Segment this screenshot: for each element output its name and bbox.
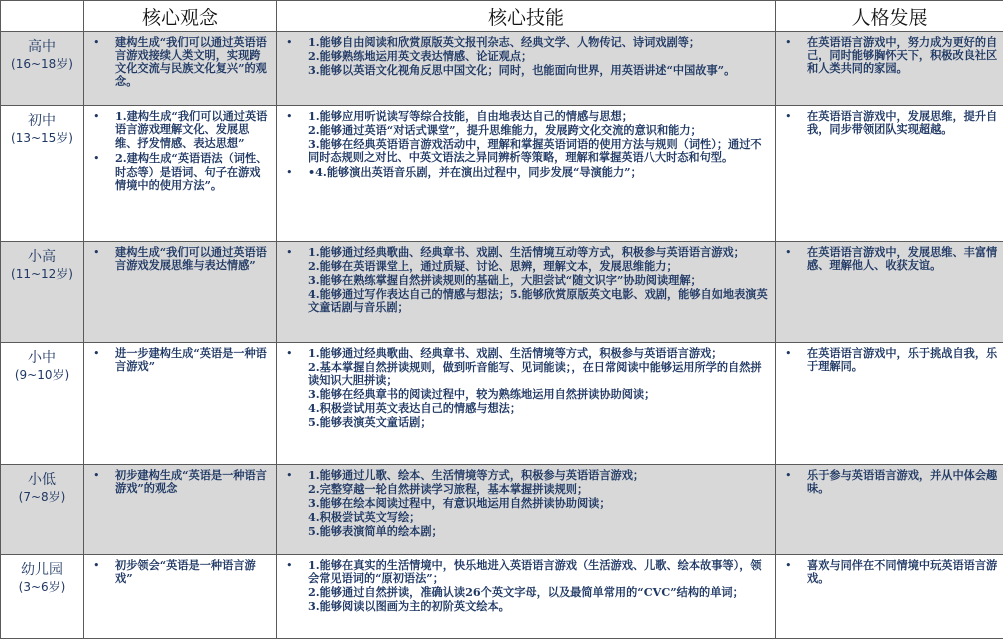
concept-item: • 1.建构生成“我们可以通过英语语言游戏理解文化、发展思维、抒发情感、表达思想” (115, 110, 271, 150)
skill-item: 5.能够表演英文童话剧； (308, 416, 770, 429)
personality-cell (776, 555, 1003, 639)
personality-cell (776, 242, 1003, 343)
skill-item: • •4.能够演出英语音乐剧，并在演出过程中，同步发展“导演能力”； (308, 166, 770, 179)
skill-item: 3.能够在熟练掌握自然拼读规则的基础上，大胆尝试“随文识字”协助阅读理解； (308, 274, 770, 287)
personality-cell (776, 106, 1003, 242)
skill-item: 2.基本掌握自然拼读规则，做到听音能写、见词能读；，在日常阅读中能够运用所学的自然拼读知识大胆拼读； (308, 361, 770, 387)
skill-item: 3.能够在绘本阅读过程中，有意识地运用自然拼读协助阅读； (308, 497, 770, 510)
stage-age: (7~8岁) (2, 489, 82, 505)
concept-cell (84, 555, 277, 639)
skill-item: 2.能够通过英语“对话式课堂”，提升思维能力，发展跨文化交流的意识和能力； (308, 124, 770, 137)
concept-cell (84, 32, 277, 106)
skills-cell (277, 242, 776, 343)
table-row (1, 555, 1003, 639)
skill-item: • 1.能够应用听说读写等综合技能，自由地表达自己的情感与思想； (308, 110, 770, 123)
concept-item: • 初步领会“英语是一种语言游戏” (115, 559, 271, 585)
table-row (1, 465, 1003, 555)
skill-item: 3.能够阅读以图画为主的初阶英文绘本。 (308, 600, 770, 613)
personality-cell (776, 343, 1003, 465)
skill-item: 3.能够以英语文化视角反思中国文化；同时，也能面向世界，用英语讲述“中国故事”。 (308, 64, 770, 77)
stage-cell (1, 465, 84, 555)
concept-item: • 初步建构生成“英语是一种语言游戏”的观念 (115, 469, 271, 495)
personality-item: • 在英语语言游戏中，努力成为更好的自己，同时能够胸怀天下，积极改良社区和人类共同的家园。 (807, 36, 998, 75)
concept-cell (84, 343, 277, 465)
stage-age: (13~15岁) (2, 130, 82, 146)
skill-item: 4.能够通过写作表达自己的情感与想法；5.能够欣赏原版英文电影、戏剧，能够自如地表演英文童话剧与音乐剧； (308, 288, 770, 314)
skills-cell (277, 465, 776, 555)
skill-item: 3.能够在经典英语语言游戏活动中，理解和掌握英语词语的使用方法与规则（词性）；通过不同时态规则之对比、中英文语法之异同辨析等策略，理解和掌握英语八大时态和句型。 (308, 138, 770, 164)
stage-cell (1, 32, 84, 106)
stage-name: 初中 (2, 112, 82, 130)
table-row (1, 343, 1003, 465)
stage-age: (3~6岁) (2, 579, 82, 595)
personality-cell (776, 32, 1003, 106)
skill-item: • 1.能够在真实的生活情境中，快乐地进入英语语言游戏（生活游戏、儿歌、绘本故事等），领会常见语词的“原初语法”； (308, 559, 770, 585)
stage-name: 高中 (2, 38, 82, 56)
skill-item: 2.能够通过自然拼读，准确认读26个英文字母，以及最简单常用的“CVC”结构的单词； (308, 586, 770, 599)
skill-item: 3.能够在经典章书的阅读过程中，较为熟练地运用自然拼读协助阅读； (308, 388, 770, 401)
personality-item: • 喜欢与同伴在不同情境中玩英语语言游戏。 (807, 559, 998, 585)
header-core-concept: 核心观念 (84, 1, 277, 32)
concept-item: • 建构生成“我们可以通过英语语言游戏接续人类文明，实现跨文化交流与民族文化复兴”的观念。 (115, 36, 271, 88)
header-row (1, 1, 1003, 32)
skills-cell (277, 555, 776, 639)
skill-item: 4.积极尝试用英文表达自己的情感与想法； (308, 402, 770, 415)
stage-name: 小高 (2, 248, 82, 266)
skill-item: 2.能够在英语课堂上，通过质疑、讨论、思辨，理解文本，发展思维能力； (308, 260, 770, 273)
stage-age: (9~10岁) (2, 367, 82, 383)
skill-item: 2.完整穿越一轮自然拼读学习旅程，基本掌握拼读规则； (308, 483, 770, 496)
personality-item: • 在英语语言游戏中，发展思维、丰富情感、理解他人、收获友谊。 (807, 246, 998, 272)
personality-cell (776, 465, 1003, 555)
concept-item: • 2.建构生成“英语语法（词性、时态等）是语词、句子在游戏情境中的使用方法”。 (115, 152, 271, 192)
stage-cell (1, 343, 84, 465)
concept-item: • 进一步建构生成“英语是一种语言游戏” (115, 347, 271, 373)
personality-item: • 乐于参与英语语言游戏，并从中体会趣味。 (807, 469, 998, 495)
stage-age: (16~18岁) (2, 56, 82, 72)
skill-item: • 1.能够自由阅读和欣赏原版英文报刊杂志、经典文学、人物传记、诗词戏剧等； (308, 36, 770, 49)
skills-cell (277, 343, 776, 465)
stage-cell (1, 106, 84, 242)
concept-item: • 建构生成“我们可以通过英语语言游戏发展思维与表达情感” (115, 246, 271, 272)
header-core-skills: 核心技能 (277, 1, 776, 32)
stage-cell (1, 555, 84, 639)
header-stage (1, 1, 84, 32)
concept-cell (84, 465, 277, 555)
personality-item: • 在英语语言游戏中，发展思维，提升自我，同步带领团队实现超越。 (807, 110, 998, 136)
header-personality: 人格发展 (776, 1, 1003, 32)
stage-age: (11~12岁) (2, 266, 82, 282)
table-row (1, 32, 1003, 106)
skill-item: • 1.能够通过儿歌、绘本、生活情境等方式，积极参与英语语言游戏； (308, 469, 770, 482)
skill-item: 2.能够熟练地运用英文表达情感、论证观点； (308, 50, 770, 63)
skills-cell (277, 106, 776, 242)
skill-item: • 1.能够通过经典歌曲、经典章书、戏剧、生活情境等方式，积极参与英语语言游戏； (308, 347, 770, 360)
table-row (1, 106, 1003, 242)
stage-name: 幼儿园 (2, 561, 82, 579)
stage-name: 小中 (2, 349, 82, 367)
skill-item: 5.能够表演简单的绘本剧； (308, 525, 770, 538)
skill-item: 4.积极尝试英文写绘； (308, 511, 770, 524)
personality-item: • 在英语语言游戏中，乐于挑战自我，乐于理解同。 (807, 347, 998, 373)
skills-cell (277, 32, 776, 106)
stage-cell (1, 242, 84, 343)
stage-name: 小低 (2, 471, 82, 489)
concept-cell (84, 106, 277, 242)
table-row (1, 242, 1003, 343)
skill-item: • 1.能够通过经典歌曲、经典章书、戏剧、生活情境互动等方式，积极参与英语语言游戏； (308, 246, 770, 259)
concept-cell (84, 242, 277, 343)
